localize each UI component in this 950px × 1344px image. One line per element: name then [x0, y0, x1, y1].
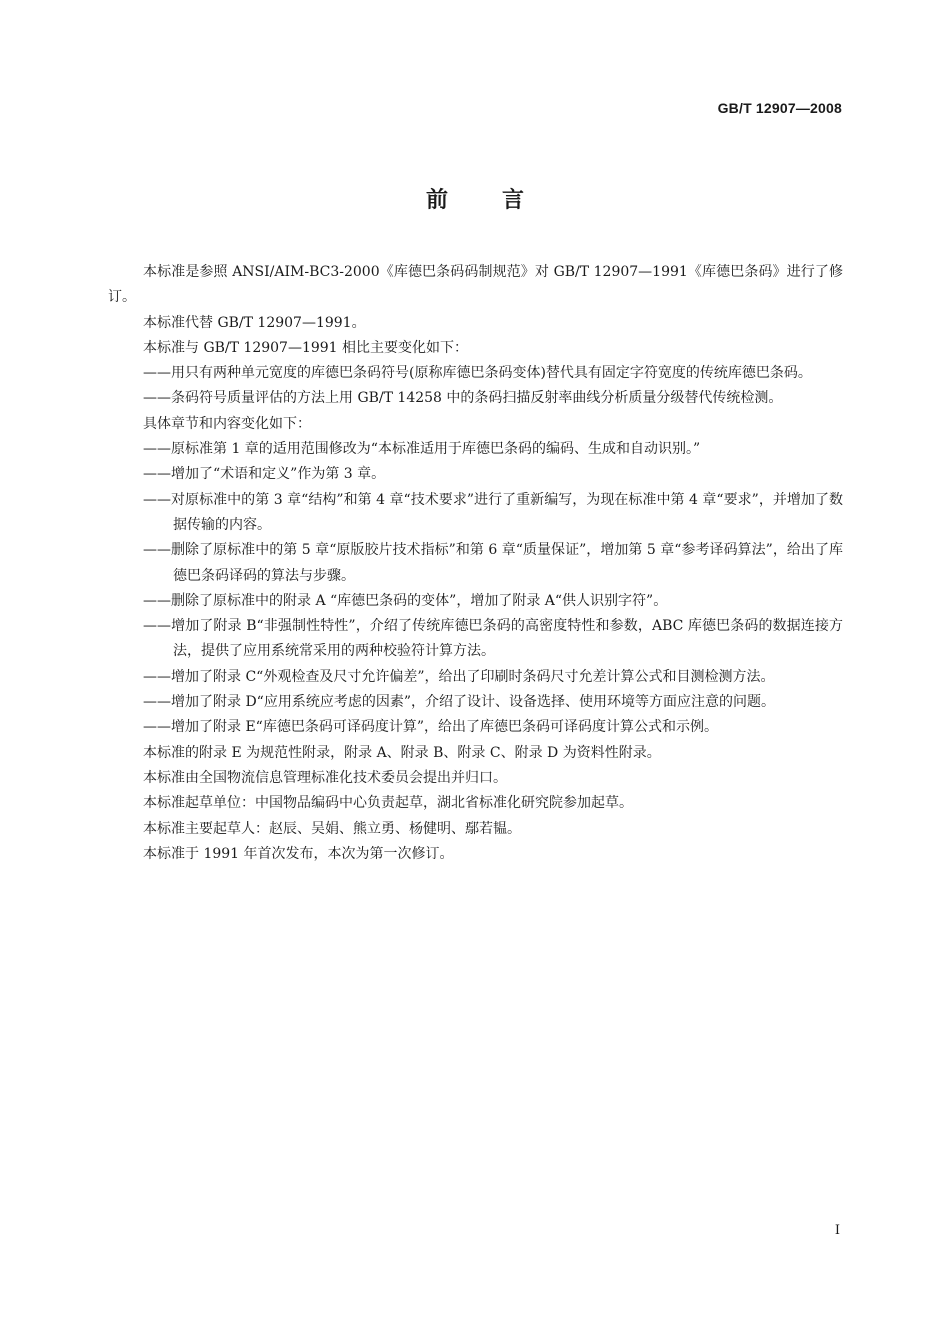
- paragraph-intro: 本标准是参照 ANSI/AIM-BC3-2000《库德巴条码码制规范》对 GB/T 12907—1991《库德巴条码》进行了修订。: [108, 264, 843, 306]
- paragraph-replaces: 本标准代替 GB/T 12907—1991。: [143, 314, 366, 331]
- document-body: [108, 260, 843, 867]
- page-title: 前言: [425, 188, 578, 213]
- paragraph-chapter-changes: 具体章节和内容变化如下：: [143, 415, 311, 432]
- list-item: ——增加了附录 D“应用系统应考虑的因素”，介绍了设计、设备选择、使用环境等方面应注意的问题。: [143, 694, 775, 711]
- list-item: ——用只有两种单元宽度的库德巴条码符号(原称库德巴条码变体)替代具有固定字符宽度的传统库德巴条码。: [143, 365, 812, 382]
- page-number: I: [834, 1223, 840, 1238]
- standard-code: GB/T 12907—2008: [717, 100, 842, 116]
- list-item: ——增加了附录 B“非强制性特性”，介绍了传统库德巴条码的高密度特性和参数，ABC 库德巴条码的数据连接方法，提供了应用系统常采用的两种校验符计算方法。: [143, 618, 843, 660]
- list-item: ——对原标准中的第 3 章“结构”和第 4 章“技术要求”进行了重新编写，为现在标准中第 4 章“要求”，并增加了数据传输的内容。: [143, 491, 843, 533]
- list-item: ——增加了附录 C“外观检查及尺寸允许偏差”，给出了印刷时条码尺寸允差计算公式和目测检测方法。: [143, 668, 775, 685]
- paragraph-drafters: 本标准主要起草人：赵辰、吴娟、熊立勇、杨健明、鄢若韫。: [143, 820, 521, 837]
- list-item: ——删除了原标准中的第 5 章“原版胶片技术指标”和第 6 章“质量保证”，增加第 5 章“参考译码算法”，给出了库德巴条码译码的算法与步骤。: [143, 542, 843, 584]
- paragraph-history: 本标准于 1991 年首次发布，本次为第一次修订。: [143, 845, 454, 862]
- list-item: ——原标准第 1 章的适用范围修改为“本标准适用于库德巴条码的编码、生成和自动识别。”: [143, 441, 701, 458]
- paragraph-drafting-unit: 本标准起草单位：中国物品编码中心负责起草，湖北省标准化研究院参加起草。: [143, 795, 633, 812]
- paragraph-appendix: 本标准的附录 E 为规范性附录，附录 A、附录 B、附录 C、附录 D 为资料性附录。: [143, 744, 661, 761]
- list-item: ——条码符号质量评估的方法上用 GB/T 14258 中的条码扫描反射率曲线分析质量分级替代传统检测。: [143, 390, 783, 407]
- list-item: ——增加了附录 E“库德巴条码可译码度计算”，给出了库德巴条码可译码度计算公式和示例。: [143, 719, 718, 736]
- list-item: ——增加了“术语和定义”作为第 3 章。: [143, 466, 386, 483]
- list-item: ——删除了原标准中的附录 A “库德巴条码的变体”，增加了附录 A“供人识别字符”。: [143, 592, 668, 609]
- paragraph-proposer: 本标准由全国物流信息管理标准化技术委员会提出并归口。: [143, 769, 507, 786]
- paragraph-main-changes: 本标准与 GB/T 12907—1991 相比主要变化如下：: [143, 339, 469, 356]
